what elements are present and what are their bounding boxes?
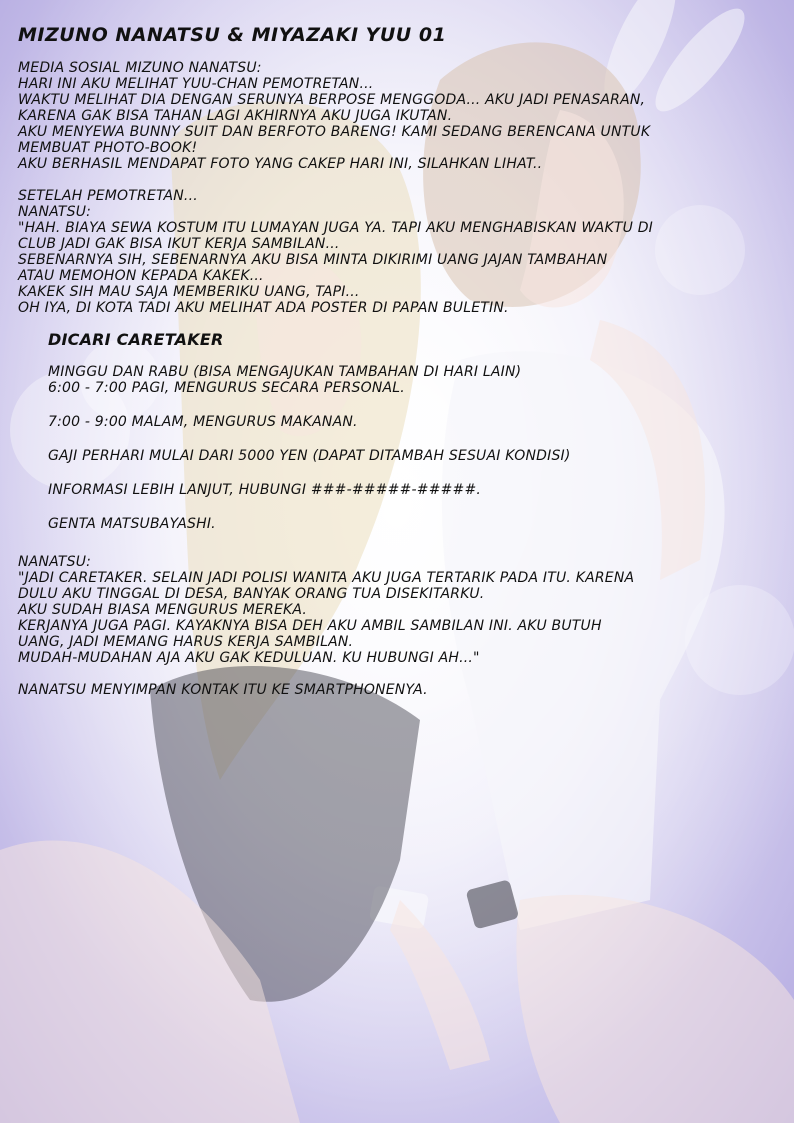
text-line: MUDAH-MUDAHAN AJA AKU GAK KEDULUAN. KU HUBUNGI AH..." (18, 650, 480, 666)
poster-title: DICARI CARETAKER (48, 330, 224, 349)
poster-salary: GAJI PERHARI MULAI DARI 5000 YEN (DAPAT DITAMBAH SESUAI KONDISI) (48, 448, 571, 464)
text-line: MEDIA SOSIAL MIZUNO NANATSU: (18, 60, 262, 76)
poster-line: MINGGU DAN RABU (BISA MENGAJUKAN TAMBAHAN DI HARI LAIN) (48, 364, 522, 380)
text-layer (18, 24, 788, 698)
text-line: "HAH. BIAYA SEWA KOSTUM ITU LUMAYAN JUGA YA. TAPI AKU MENGHABISKAN WAKTU DI (18, 220, 654, 236)
text-line: AKU BERHASIL MENDAPAT FOTO YANG CAKEP HARI INI, SILAHKAN LIHAT.. (18, 156, 543, 172)
text-line: "JADI CARETAKER. SELAIN JADI POLISI WANITA AKU JUGA TERTARIK PADA ITU. KARENA (18, 570, 635, 586)
text-line: MEMBUAT PHOTO-BOOK! (18, 140, 198, 156)
nanatsu-dialogue (18, 554, 788, 666)
text-line: WAKTU MELIHAT DIA DENGAN SERUNYA BERPOSE MENGGODA... AKU JADI PENASARAN, (18, 92, 646, 108)
page-title: MIZUNO NANATSU & MIYAZAKI YUU 01 (18, 24, 447, 46)
text-line: DULU AKU TINGGAL DI DESA, BANYAK ORANG TUA DISEKITARKU. (18, 586, 485, 602)
closing-narration: NANATSU MENYIMPAN KONTAK ITU KE SMARTPHONENYA. (18, 682, 428, 698)
text-line: CLUB JADI GAK BISA IKUT KERJA SAMBILAN... (18, 236, 340, 252)
text-line: SEBENARNYA SIH, SEBENARNYA AKU BISA MINTA DIKIRIMI UANG JAJAN TAMBAHAN (18, 252, 608, 268)
poster-contact: INFORMASI LEBIH LANJUT, HUBUNGI ###-#####-#####. (48, 482, 482, 498)
text-line: SETELAH PEMOTRETAN... (18, 188, 198, 204)
caretaker-poster (48, 330, 788, 532)
poster-signature: GENTA MATSUBAYASHI. (48, 516, 216, 532)
text-line: NANATSU: (18, 554, 92, 570)
social-media-post (18, 60, 788, 172)
text-line: KARENA GAK BISA TAHAN LAGI AKHIRNYA AKU JUGA IKUTAN. (18, 108, 453, 124)
text-line: AKU MENYEWA BUNNY SUIT DAN BERFOTO BARENG! KAMI SEDANG BERENCANA UNTUK (18, 124, 651, 140)
text-line: AKU SUDAH BIASA MENGURUS MEREKA. (18, 602, 308, 618)
text-line: NANATSU: (18, 204, 92, 220)
text-line: KAKEK SIH MAU SAJA MEMBERIKU UANG, TAPI... (18, 284, 360, 300)
text-line: KERJANYA JUGA PAGI. KAYAKNYA BISA DEH AKU AMBIL SAMBILAN INI. AKU BUTUH (18, 618, 602, 634)
text-line: ATAU MEMOHON KEPADA KAKEK... (18, 268, 264, 284)
after-photoshoot-dialogue (18, 188, 788, 316)
poster-line: 6:00 - 7:00 PAGI, MENGURUS SECARA PERSONAL. (48, 380, 405, 396)
text-line: UANG, JADI MEMANG HARUS KERJA SAMBILAN. (18, 634, 354, 650)
text-line: OH IYA, DI KOTA TADI AKU MELIHAT ADA POSTER DI PAPAN BULETIN. (18, 300, 509, 316)
text-line: HARI INI AKU MELIHAT YUU-CHAN PEMOTRETAN... (18, 76, 374, 92)
poster-line: 7:00 - 9:00 MALAM, MENGURUS MAKANAN. (48, 414, 358, 430)
